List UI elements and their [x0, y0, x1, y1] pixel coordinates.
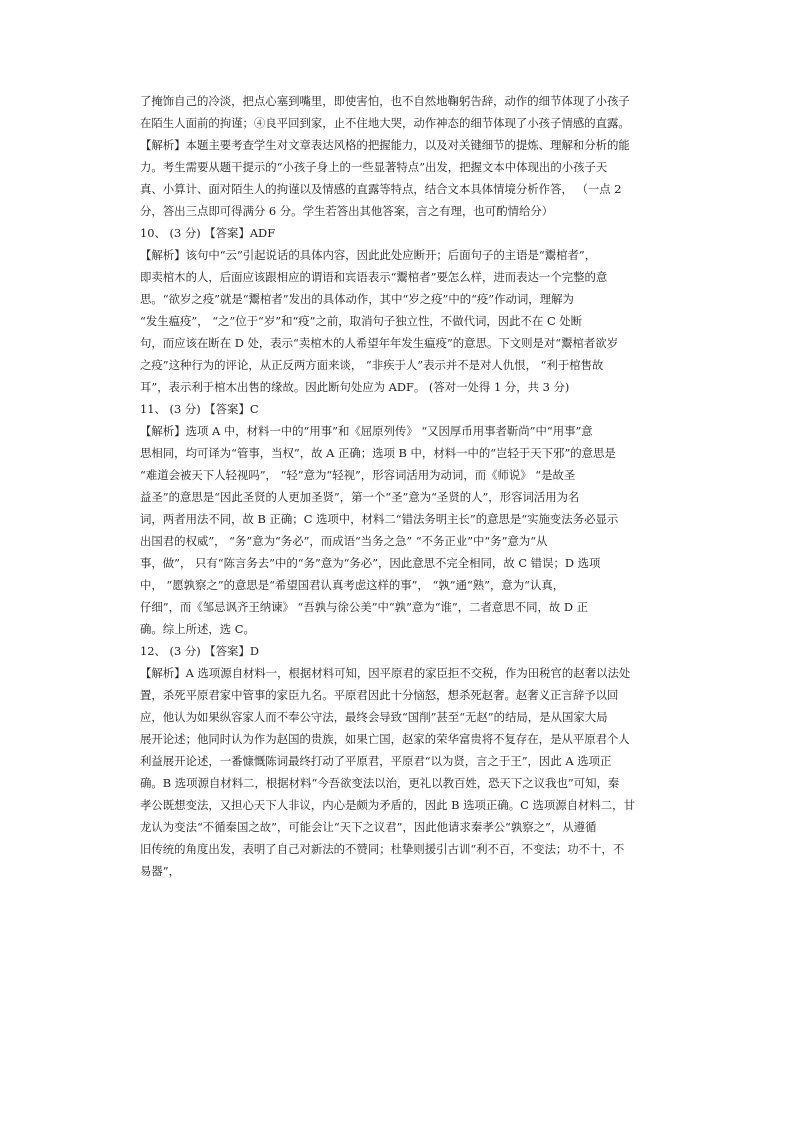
- text-line: 益圣”的意思是“因此圣贤的人更加圣贤”，第一个“圣”意为“圣贤的人”，形容词活用为名: [140, 490, 580, 504]
- question-11-header: 11、 (3 分) 【答案】C: [140, 402, 259, 416]
- document-page: [140, 90, 652, 882]
- text-line: 真、小算计、面对陌生人的拘谨以及情感的直露等特点，结合文本具体情境分析作答， （一点 2: [140, 182, 622, 196]
- text-line: 事，做”， 只有“陈言务去”中的“务”意为“务必”，因此意思不完全相同，故 C 错误；D 选项: [140, 556, 601, 570]
- text-line: 确。综上所述，选 C。: [140, 622, 255, 636]
- text-line: 了掩饰自己的冷淡，把点心塞到嘴里，即使害怕，也不自然地鞠躬告辞，动作的细节体现了小孩子: [140, 94, 630, 108]
- text-line: “发生瘟疫”， “之”位于“岁”和“疫”之前，取消句子独立性，不做代词，因此不在 C 处断: [140, 314, 583, 328]
- text-line: 力。考生需要从题干提示的“小孩子身上的一些显著特点”出发，把握文本中体现出的小孩子天: [140, 160, 608, 174]
- text-line: 在陌生人面前的拘谨；④良平回到家，止不住地大哭，动作神态的细节体现了小孩子情感的直露。: [140, 116, 630, 130]
- text-line: 【解析】该句中“云”引起说话的具体内容，因此此处应断开；后面句子的主语是“鬻棺者”，: [140, 248, 597, 262]
- text-line: 思。“欲岁之疫”就是“鬻棺者”发出的具体动作，其中“岁之疫”中的“疫”作动词，理解为: [140, 292, 574, 306]
- text-line: 【解析】本题主要考查学生对文章表达风格的把握能力，以及对关键细节的提炼、理解和分析的能: [140, 138, 630, 152]
- text-line: 出国君的权威”， “务”意为“务必”，而成语“当务之急” “不务正业”中“务”意为“从: [140, 534, 548, 548]
- text-line: 利益展开论述，一番慷慨陈词最终打动了平原君，平原君“以为贤，言之于王”，因此 A 选项正: [140, 754, 612, 768]
- text-line: 思相同，均可译为“管事，当权”，故 A 正确；选项 B 中，材料一中的“岂轻于天下邪”的意思是: [140, 446, 616, 460]
- text-line: 置，杀死平原君家中管事的家臣九名。平原君因此十分恼怒，想杀死赵奢。赵奢义正言辞予以回: [140, 688, 619, 702]
- text-line: 【解析】A 选项源自材料一，根据材料可知，因平原君的家臣拒不交税，作为田税官的赵奢以法处: [140, 666, 631, 680]
- text-line: 旧传统的角度出发，表明了自己对新法的不赞同；杜挚则援引古训“利不百，不变法；功不十，不: [140, 842, 625, 856]
- text-line: 龙认为变法“不循秦国之故”，可能会让“天下之议君”，因此他请求秦孝公“孰察之”，从遵循: [140, 820, 597, 834]
- text-line: 句，而应该在断在 D 处，表示“卖棺木的人希望年年发生瘟疫”的意思。下文则是对“鬻棺者欲岁: [140, 336, 619, 350]
- text-line: 耳”，表示利于棺木出售的缘故。因此断句处应为 ADF。 (答对一处得 1 分，共 3 分): [140, 380, 570, 394]
- question-10-header: 10、 (3 分) 【答案】ADF: [140, 226, 276, 240]
- text-line: 分，答出三点即可得满分 6 分。学生若答出其他答案，言之有理，也可酌情给分）: [140, 204, 554, 218]
- text-line: “难道会被天下人轻视吗”， “轻”意为“轻视”，形容词活用为动词，而《师说》 “是故圣: [140, 468, 576, 482]
- text-line: 应，他认为如果纵容家人而不奉公守法，最终会导致“国削”甚至“无赵”的结局，是从国家大局: [140, 710, 608, 724]
- text-line: 即卖棺木的人，后面应该跟相应的谓语和宾语表示“鬻棺者”要怎么样，进而表达一个完整的意: [140, 270, 608, 284]
- text-line: 孝公既想变法，又担心天下人非议，内心是颇为矛盾的，因此 B 选项正确。C 选项源自材料二，甘: [140, 798, 635, 812]
- text-line: 易器”，: [140, 864, 180, 878]
- text-line: 展开论述；他同时认为作为赵国的贵族，如果亡国，赵家的荣华富贵将不复存在，是从平原君个人: [140, 732, 630, 746]
- text-line: 确。B 选项源自材料二，根据材料“今吾欲变法以治，更礼以教百姓，恐天下之议我也”可知，秦: [140, 776, 620, 790]
- text-line: 中， “愿孰察之”的意思是“希望国君认真考虑这样的事”， “孰”通“熟”，意为“认真，: [140, 578, 565, 592]
- text-line: 仔细”，而《邹忌讽齐王纳谏》 “吾孰与徐公美”中“孰”意为“谁”，二者意思不同，故 D 正: [140, 600, 589, 614]
- text-line: 【解析】选项 A 中，材料一中的“用事”和《屈原列传》 “又因厚币用事者靳尚”中“用事”意: [140, 424, 593, 438]
- text-line: 词，两者用法不同，故 B 正确；C 选项中，材料二“错法务明主长”的意思是“实施变法务必显示: [140, 512, 619, 526]
- text-line: 之疫”这种行为的评论，从正反两方面来谈， “非疾于人”表示并不是对人仇恨， “利于棺售故: [140, 358, 604, 372]
- question-12-header: 12、 (3 分) 【答案】D: [140, 644, 259, 658]
